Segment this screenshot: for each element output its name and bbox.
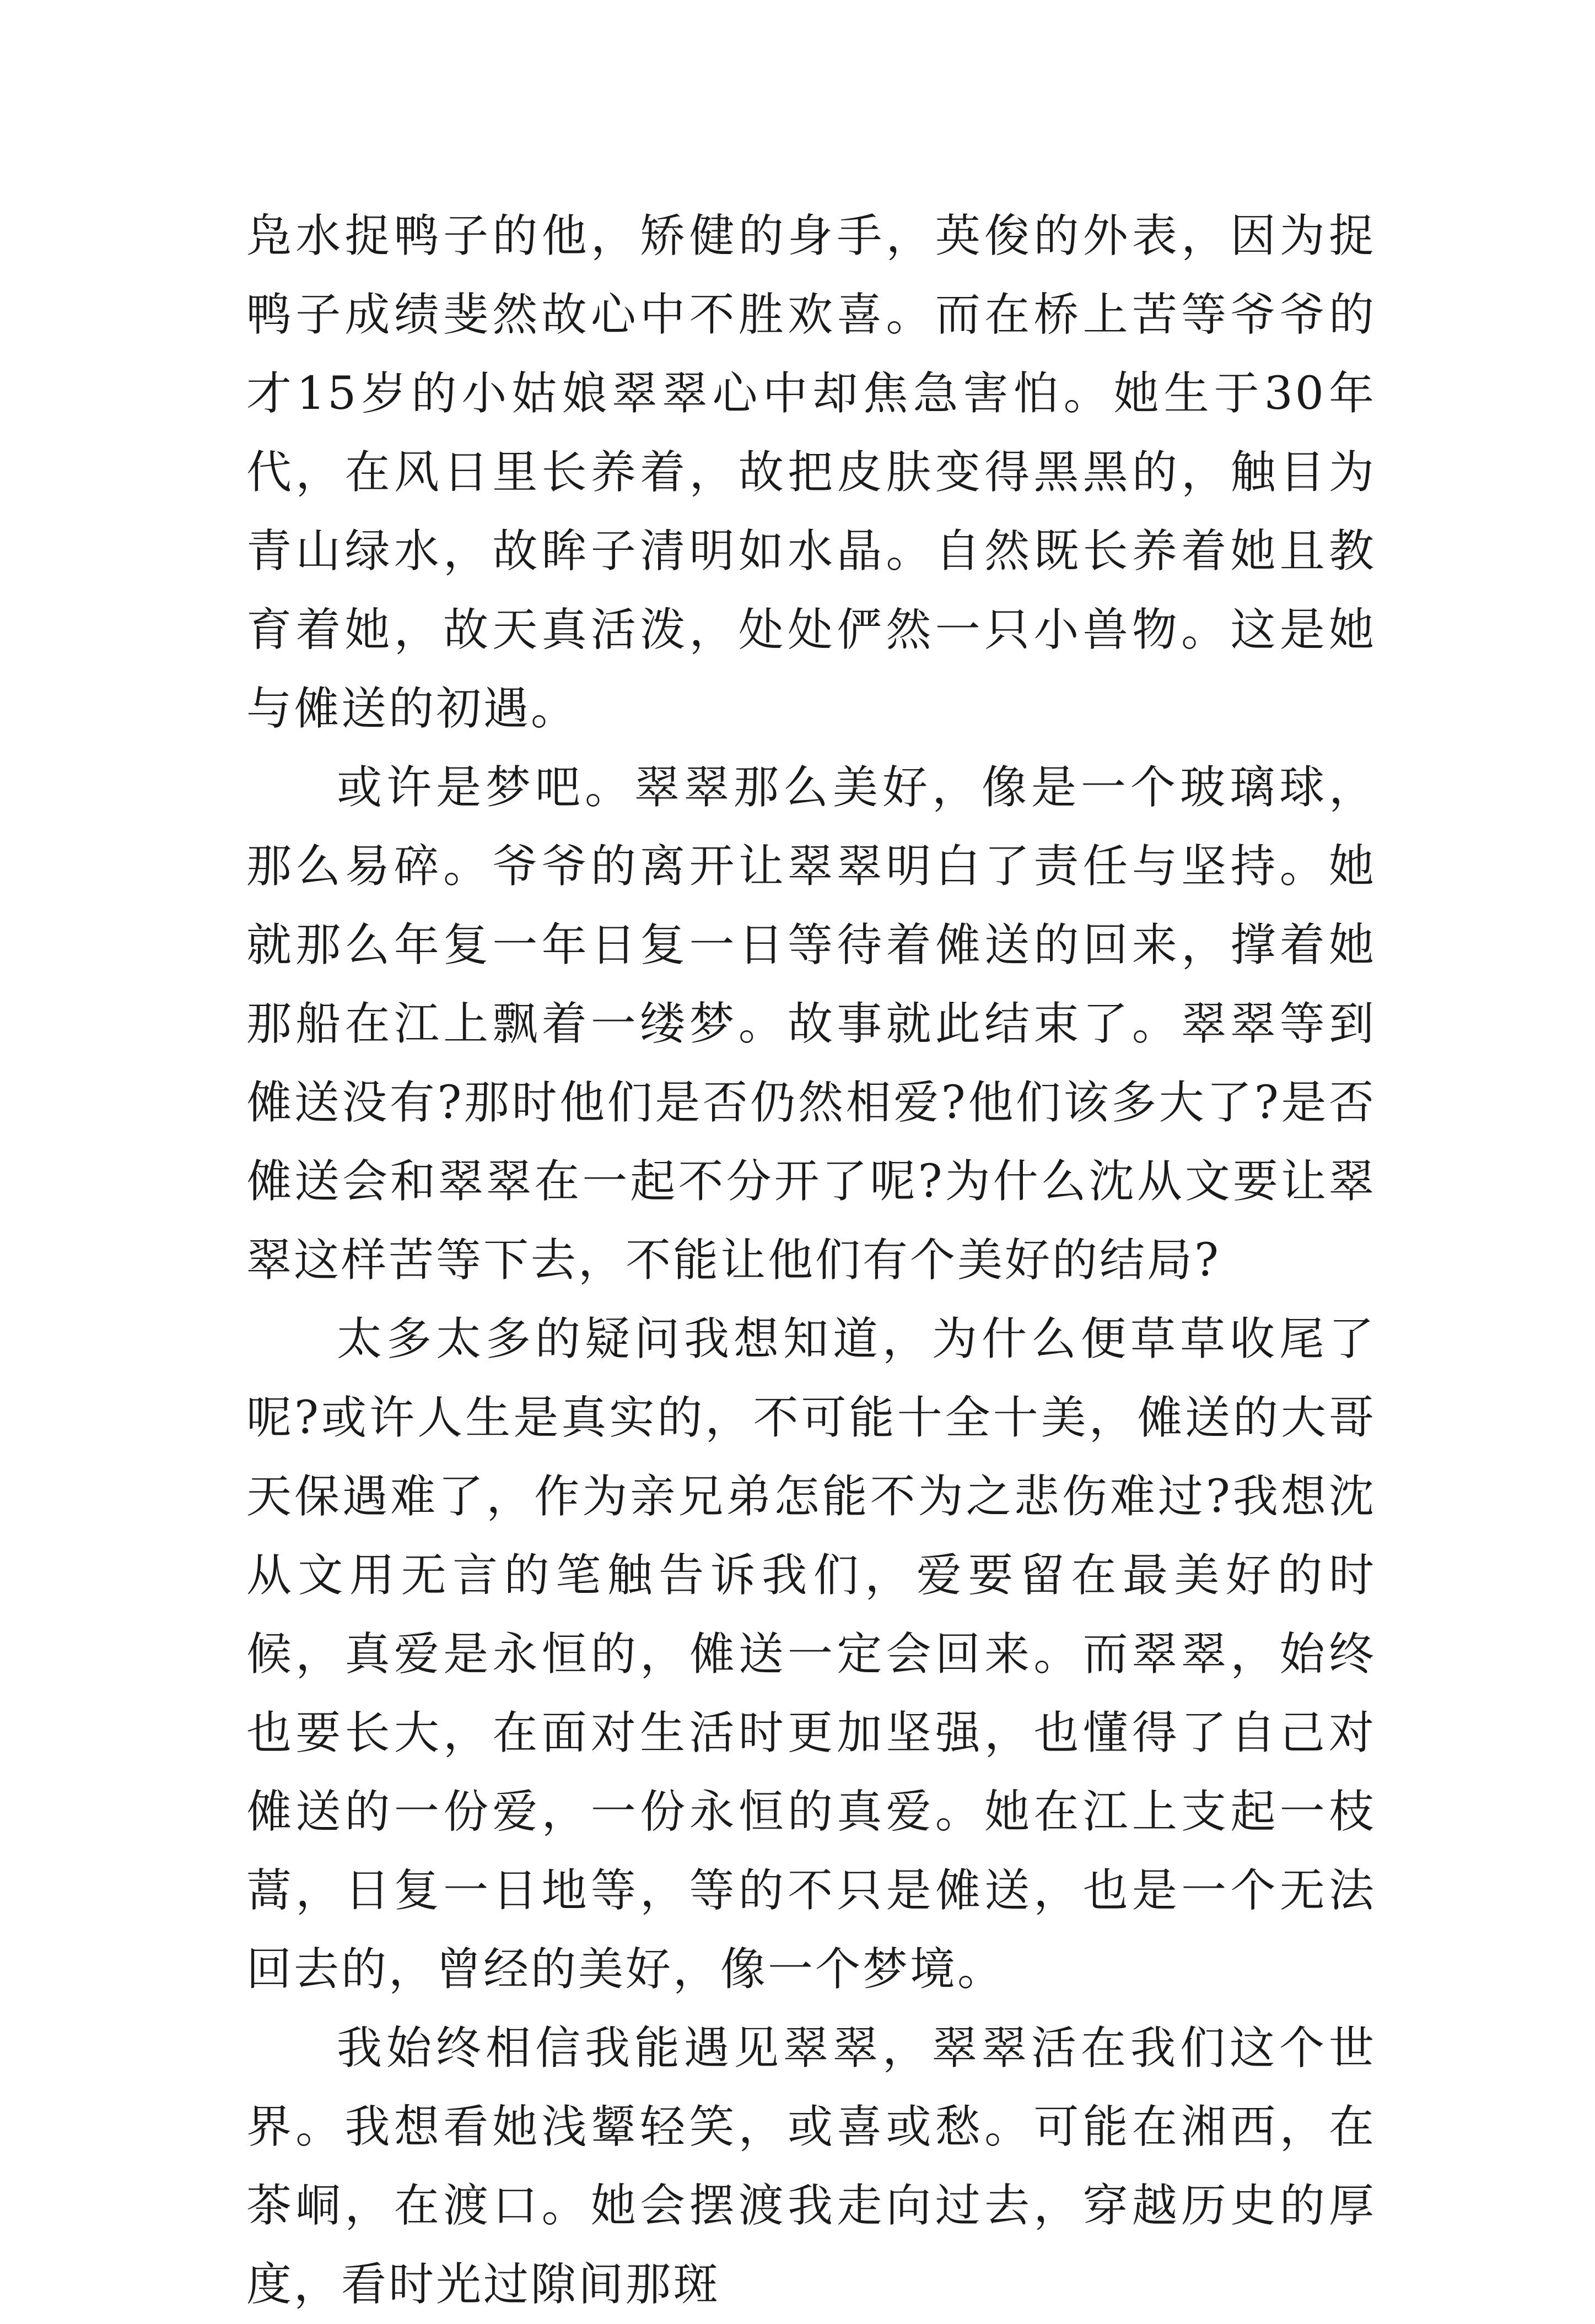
paragraph-2: 或许是梦吧。翠翠那么美好，像是一个玻璃球，那么易碎。爷爷的离开让翠翠明白了责任与坚持。她就那么年复一年日复一日等待着傩送的回来，撑着她那船在江上飘着一缕梦。故事就此结束了。翠翠等到傩送没有?那时他们是否仍然相爱?他们该多大了?是否傩送会和翠翠在一起不分开了呢?为什么沈从文要让翠翠这样苦等下去，不能让他们有个美好的结局? [246, 761, 1376, 1287]
paragraph-4: 我始终相信我能遇见翠翠，翠翠活在我们这个世界。我想看她浅颦轻笑，或喜或愁。可能在湘西，在茶峒，在渡口。她会摆渡我走向过去，穿越历史的厚度，看时光过隙间那斑 [246, 2022, 1376, 2311]
body-text [246, 197, 1376, 2324]
paragraph-1: 凫水捉鸭子的他，矫健的身手，英俊的外表，因为捉鸭子成绩斐然故心中不胜欢喜。而在桥上苦等爷爷的才15岁的小姑娘翠翠心中却焦急害怕。她生于30年代，在风日里长养着，故把皮肤变得黑黑的，触目为青山绿水，故眸子清明如水晶。自然既长养着她且教育着她，故天真活泼，处处俨然一只小兽物。这是她与傩送的初遇。 [246, 210, 1376, 735]
paragraph-3: 太多太多的疑问我想知道，为什么便草草收尾了呢?或许人生是真实的，不可能十全十美，傩送的大哥天保遇难了，作为亲兄弟怎能不为之悲伤难过?我想沈从文用无言的笔触告诉我们，爱要留在最美好的时候，真爱是永恒的，傩送一定会回来。而翠翠，始终也要长大，在面对生活时更加坚强，也懂得了自己对傩送的一份爱，一份永恒的真爱。她在江上支起一枝蒿，日复一日地等，等的不只是傩送，也是一个无法回去的，曾经的美好，像一个梦境。 [246, 1313, 1376, 1996]
